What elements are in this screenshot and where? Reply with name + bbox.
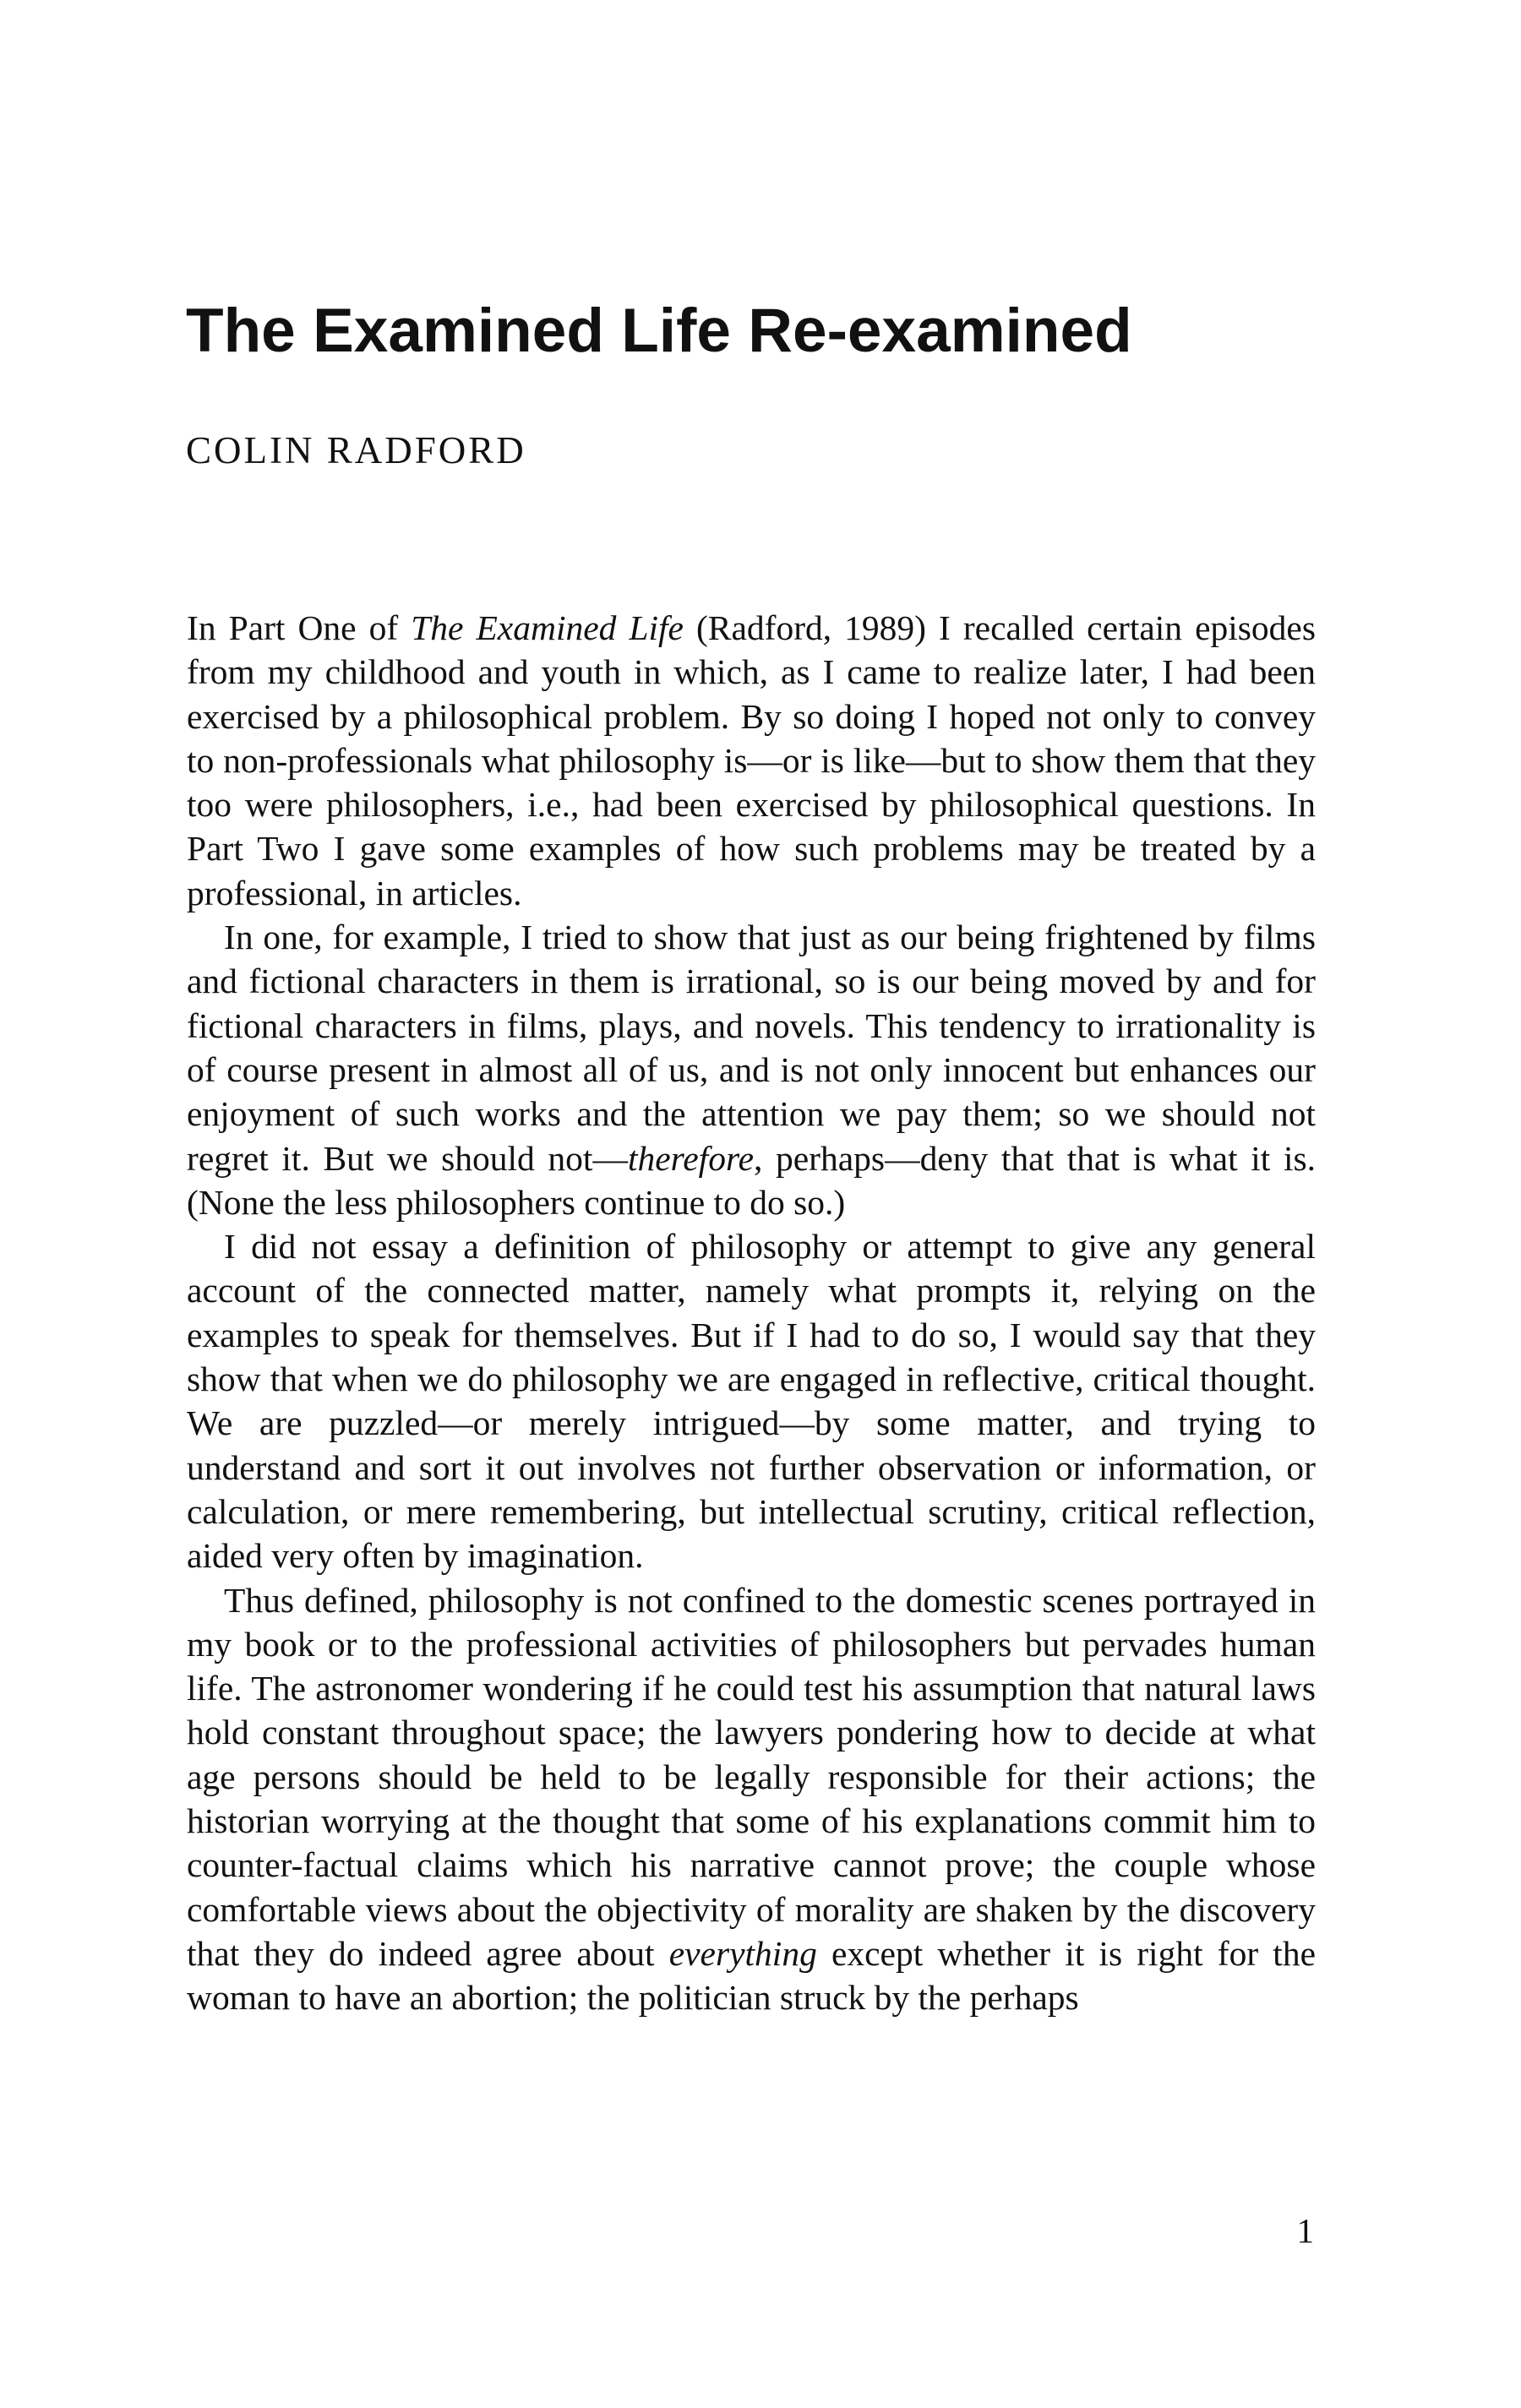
paragraph: [187, 1224, 1316, 1577]
text-run: In Part One of: [187, 608, 412, 647]
paragraph: [187, 606, 1316, 915]
italic-phrase: everything: [668, 1933, 817, 1973]
italic-phrase: The Examined Life: [411, 608, 684, 647]
paragraph: [187, 915, 1316, 1224]
text-run: In one, for example, I tried to show that just as our being frightened by films and fictional characters in them is irrational, so is our being moved by and for fictional characters in films, plays, and novels. This tendency to irrationality is of course present in almost all of us, and is not only innocent but enhances our enjoyment of such works and the attention we pay them; so we should not regret it. But we should not—: [187, 918, 1316, 1178]
text-run: except whether it is right for the woman to have an abortion; the politician struck by the perhaps: [187, 1933, 1316, 2018]
text-run: (Radford, 1989) I recalled certain episodes from my childhood and youth in which, as I came to realize later, I had been exercised by a philosophical problem. By so doing I hoped not only to convey to non-professionals what philosophy is—or is like—but to show them that they too were philosophers, i.e., had been exercised by philosophical questions. In Part Two I gave some examples of how such problems may be treated by a professional, in articles.: [187, 608, 1316, 913]
text-run: Thus defined, philosophy is not confined to the domestic scenes portrayed in my book or to the professional activities of philosophers but pervades human life. The astronomer wondering if he could test his assumption that natural laws hold constant throughout space; the lawyers pondering how to decide at what age persons should be held to be legally responsible for their actions; the historian worrying at the thought that some of his explanations commit him to counter-factual claims which his narrative cannot prove; the couple whose comfortable views about the objectivity of morality are shaken by the discovery that they do indeed agree about: [187, 1580, 1316, 1973]
text-run: I did not essay a definition of philosophy or attempt to give any general account of the connected matter, namely what prompts it, relying on the examples to speak for themselves. But if I had to do so, I would say that they show that when we do philosophy we are engaged in reflective, critical thought. We are puzzled—or merely intrigued—by some matter, and trying to understand and sort it out involves not further observation or information, or calculation, or mere remembering, but intellectual scrutiny, critical reflection, aided very often by imagination.: [187, 1227, 1316, 1576]
article-title: The Examined Life Re-examined: [186, 297, 1132, 365]
page-number: 1: [1296, 2211, 1314, 2250]
paragraph: [187, 1578, 1316, 2020]
italic-phrase: therefore: [627, 1138, 754, 1178]
article-author: COLIN RADFORD: [186, 429, 526, 471]
text-run: , perhaps—deny that that is what it is. (None the less philosophers continue to do so.): [187, 1138, 1316, 1222]
article-body: [187, 606, 1316, 2020]
